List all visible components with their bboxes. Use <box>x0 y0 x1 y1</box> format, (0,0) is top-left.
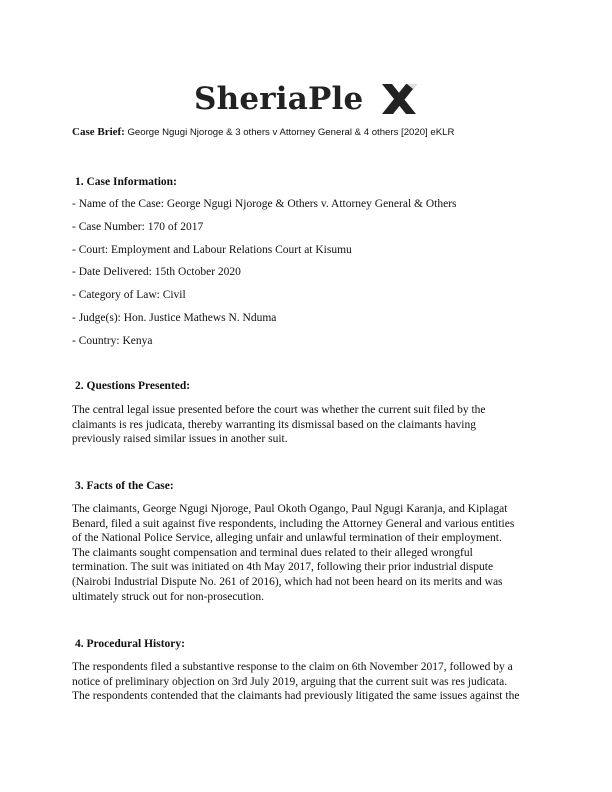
case-brief-line <box>72 126 454 138</box>
sheriaplex-logo <box>194 76 418 122</box>
category-line: - Category of Law: Civil <box>72 289 186 301</box>
procedural-history-paragraph: The respondents filed a substantive response to the claim on 6th November 2017, followed by a notice of preliminary objection on 3rd July 2019, arguing that the current suit was res judicata. The respondents contended that the claimants had previously litigated the same issues against the <box>72 661 520 703</box>
questions-presented-heading: 2. Questions Presented: <box>75 380 191 392</box>
facts-paragraph: The claimants, George Ngugi Njoroge, Paul Okoth Ogango, Paul Ngugi Karanja, and Kiplagat Benard, filed a suit against five respondents, including the Attorney General and various entities of the National Police Service, alleging unfair and unlawful termination of their employment. The claimants sought compensation and terminal dues related to their alleged wrongful termination. The suit was initiated on 4th May 2017, following their prior industrial dispute (Nairobi Industrial Dispute No. 261 of 2016), which had not been heard on its merits and was ultimately struck out for non-prosecution. <box>72 503 515 603</box>
court-line: - Court: Employment and Labour Relations Court at Kisumu <box>72 244 352 256</box>
logo-wordmark: SheriaPle <box>194 81 364 117</box>
case-number-line: - Case Number: 170 of 2017 <box>72 221 204 233</box>
country-line: - Country: Kenya <box>72 335 153 347</box>
facts-heading: 3. Facts of the Case: <box>75 480 174 492</box>
case-information-heading: 1. Case Information: <box>75 176 177 188</box>
x-logo-mark-icon <box>380 82 418 116</box>
judges-line: - Judge(s): Hon. Justice Mathews N. Nduma <box>72 312 277 324</box>
date-delivered-line: - Date Delivered: 15th October 2020 <box>72 266 241 278</box>
case-brief-title: George Ngugi Njoroge & 3 others v Attorney General & 4 others [2020] eKLR <box>127 127 455 138</box>
case-brief-label: Case Brief: <box>72 126 125 138</box>
questions-presented-paragraph: The central legal issue presented before the court was whether the current suit filed by the claimants is res judicata, thereby warranting its dismissal based on the claimants having previously raised similar issues in another suit. <box>72 404 486 446</box>
case-name-line: - Name of the Case: George Ngugi Njoroge & Others v. Attorney General & Others <box>72 198 457 210</box>
procedural-history-heading: 4. Procedural History: <box>75 638 185 650</box>
